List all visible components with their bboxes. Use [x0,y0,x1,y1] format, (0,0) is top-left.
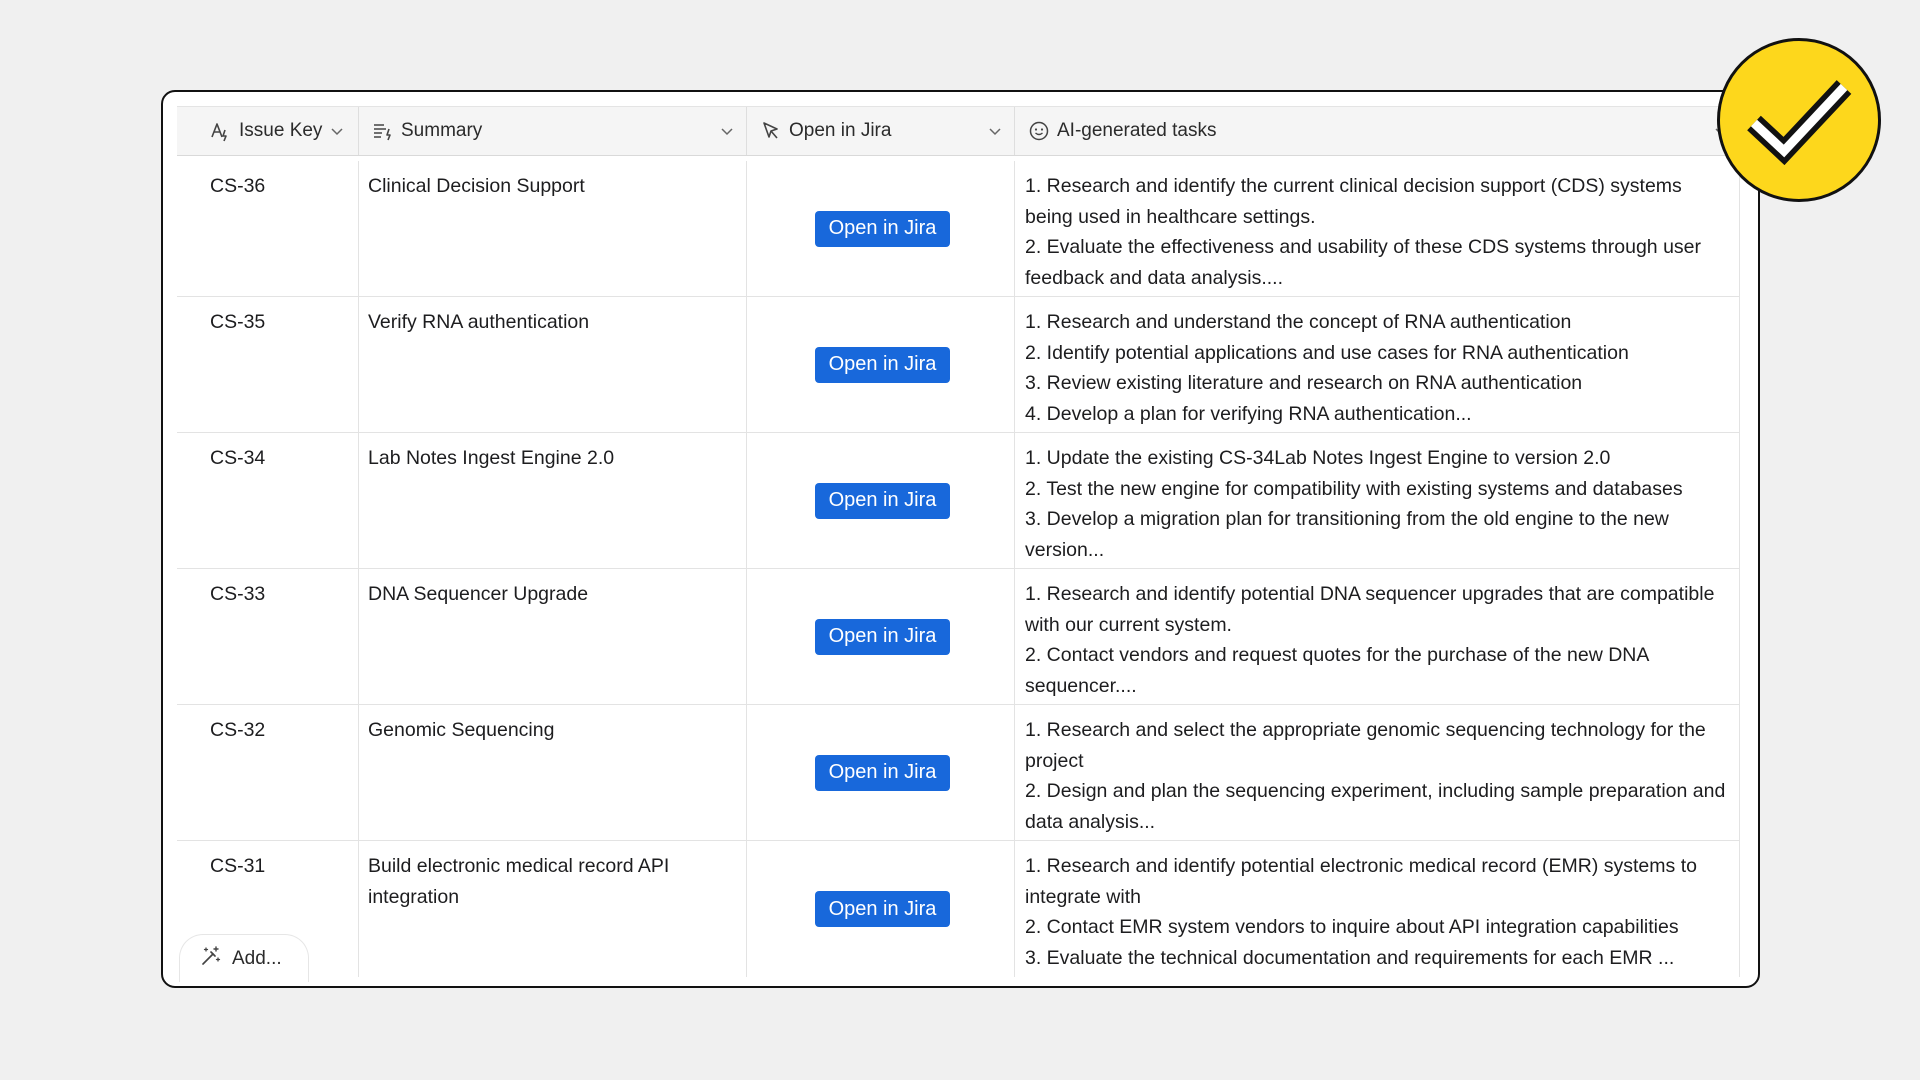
task-line: 3. Review existing literature and research on RNA authentication [1025,372,1583,394]
ai-tasks-cell[interactable] [1015,297,1740,432]
task-line: 3. Develop a migration plan for transitioning from the old engine to the new version... [1025,508,1669,561]
task-line: 2. Contact vendors and request quotes for the purchase of the new DNA sequencer.... [1025,644,1649,697]
table-row[interactable] [177,569,1740,705]
chevron-down-icon[interactable] [986,122,1004,140]
data-table [177,106,1740,977]
issue-key-cell[interactable]: CS-34 [177,433,359,568]
open-in-jira-button[interactable]: Open in Jira [815,211,951,247]
checkmark-badge [1717,38,1881,202]
issue-key-cell[interactable]: CS-33 [177,569,359,704]
column-header-label: Issue Key [239,120,323,141]
open-in-jira-cell [747,705,1015,840]
checkmark-icon [1744,75,1854,165]
table-row[interactable] [177,841,1740,977]
cursor-click-icon [759,120,783,142]
column-header-summary[interactable] [359,107,747,155]
open-in-jira-button[interactable]: Open in Jira [815,347,951,383]
open-in-jira-button[interactable]: Open in Jira [815,891,951,927]
table-row[interactable] [177,705,1740,841]
task-line: 2. Evaluate the effectiveness and usability of these CDS systems through user feedback and data analysis.... [1025,236,1702,289]
task-line: 1. Research and select the appropriate genomic sequencing technology for the project [1025,719,1706,772]
summary-cell[interactable]: Lab Notes Ingest Engine 2.0 [359,433,747,568]
table-header [177,106,1740,156]
task-line: 1. Research and identify potential electronic medical record (EMR) systems to integrate with [1025,855,1697,908]
task-line: 1. Research and identify potential DNA sequencer upgrades that are compatible with our current system. [1025,583,1715,636]
task-line: 2. Test the new engine for compatibility with existing systems and databases [1025,477,1683,500]
ai-tasks-cell[interactable] [1015,161,1740,296]
column-header-ai-generated-tasks[interactable] [1015,107,1740,155]
add-button[interactable] [179,934,309,982]
task-line: 1. Research and understand the concept of RNA authentication [1025,311,1572,333]
ai-tasks-cell[interactable] [1015,705,1740,840]
chevron-down-icon[interactable] [328,122,346,140]
task-line: 2. Contact EMR system vendors to inquire about API integration capabilities [1025,916,1679,938]
summary-cell[interactable]: Clinical Decision Support [359,161,747,296]
long-text-formula-icon [371,120,395,142]
table-row[interactable] [177,161,1740,297]
task-line: 2. Design and plan the sequencing experiment, including sample preparation and data analysis... [1025,780,1726,833]
summary-cell[interactable]: DNA Sequencer Upgrade [359,569,747,704]
chevron-down-icon[interactable] [718,122,736,140]
task-line: 3. Evaluate the technical documentation and requirements for each EMR ... [1025,946,1675,969]
task-line: 4. Develop a plan for verifying RNA authentication... [1025,402,1472,425]
text-formula-icon [209,120,233,142]
open-in-jira-button[interactable]: Open in Jira [815,483,951,519]
table-body [177,161,1740,977]
open-in-jira-cell [747,433,1015,568]
column-header-open-in-jira[interactable] [747,107,1015,155]
ai-tasks-cell[interactable] [1015,841,1740,977]
table-row[interactable] [177,433,1740,569]
issue-key-cell[interactable]: CS-31 [177,841,359,977]
column-header-label: Summary [401,120,483,141]
ai-sparkle-icon [1027,120,1051,142]
summary-cell[interactable]: Verify RNA authentication [359,297,747,432]
issue-key-cell[interactable]: CS-35 [177,297,359,432]
summary-cell[interactable]: Build electronic medical record API integration [359,841,747,977]
summary-cell[interactable]: Genomic Sequencing [359,705,747,840]
table-card [161,90,1760,988]
ai-tasks-cell[interactable] [1015,569,1740,704]
column-header-label: AI-generated tasks [1057,120,1217,141]
table-row[interactable] [177,297,1740,433]
open-in-jira-cell [747,297,1015,432]
column-header-label: Open in Jira [789,120,892,141]
open-in-jira-button[interactable]: Open in Jira [815,619,951,655]
issue-key-cell[interactable]: CS-36 [177,161,359,296]
task-line: 1. Update the existing CS-34Lab Notes Ingest Engine to version 2.0 [1025,447,1611,469]
task-line: 2. Identify potential applications and use cases for RNA authentication [1025,341,1629,364]
add-button-label: Add... [232,947,282,969]
open-in-jira-cell [747,569,1015,704]
ai-tasks-cell[interactable] [1015,433,1740,568]
magic-wand-icon [200,945,222,973]
open-in-jira-cell [747,161,1015,296]
column-header-issue-key[interactable] [177,107,359,155]
open-in-jira-cell [747,841,1015,977]
task-line: 1. Research and identify the current clinical decision support (CDS) systems being used in healthcare settings. [1025,175,1682,228]
issue-key-cell[interactable]: CS-32 [177,705,359,840]
open-in-jira-button[interactable]: Open in Jira [815,755,951,791]
